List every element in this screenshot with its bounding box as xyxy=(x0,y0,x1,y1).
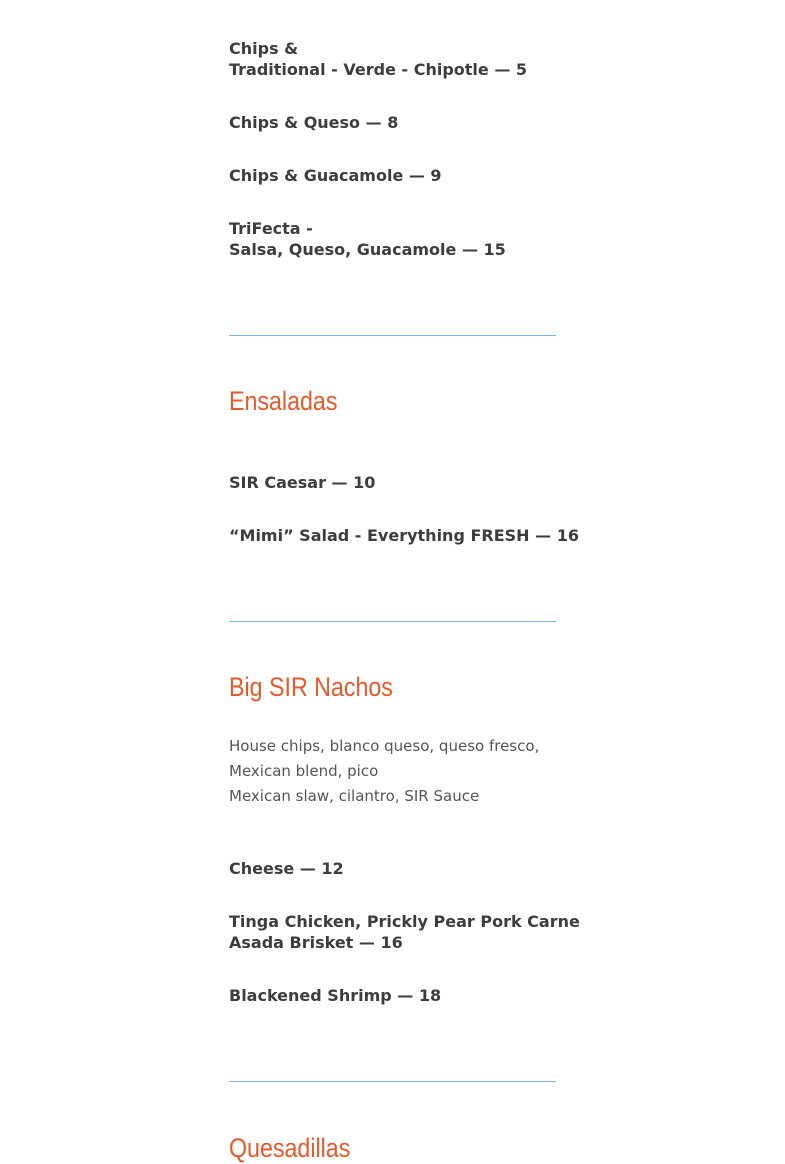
section-description xyxy=(229,734,559,809)
description-line: Mexican blend, pico xyxy=(229,762,379,780)
menu-item-shrimp-nachos xyxy=(229,985,569,1006)
menu-item-line: Asada Brisket — 16 xyxy=(229,933,403,952)
menu-item-line: Chips & Guacamole — 9 xyxy=(229,166,442,185)
menu-item-line: Tinga Chicken, Prickly Pear Pork Carne xyxy=(229,912,580,931)
menu-item-line: Salsa, Queso, Guacamole — 15 xyxy=(229,240,506,259)
menu-item-sir-caesar xyxy=(229,472,569,493)
menu-item-chips-salsa xyxy=(229,38,569,80)
menu-item-trifecta xyxy=(229,218,569,260)
section-divider xyxy=(229,335,556,336)
description-line: Mexican slaw, cilantro, SIR Sauce xyxy=(229,787,480,805)
section-divider xyxy=(229,1081,556,1082)
section-title-next: Quesadillas xyxy=(229,1133,351,1163)
menu-item-chips-queso xyxy=(229,112,569,133)
section-title-ensaladas: Ensaladas xyxy=(229,386,338,416)
description-line: House chips, blanco queso, queso fresco, xyxy=(229,737,540,755)
menu-item-mimi-salad xyxy=(229,525,579,546)
menu-item-line: Traditional - Verde - Chipotle — 5 xyxy=(229,60,528,79)
menu-item-cheese-nachos xyxy=(229,858,569,879)
menu-item-line: Chips & Queso — 8 xyxy=(229,113,399,132)
section-title-nachos: Big SIR Nachos xyxy=(229,672,393,702)
menu-item-meat-nachos xyxy=(229,911,580,953)
menu-item-line: “Mimi” Salad - Everything FRESH — 16 xyxy=(229,526,579,545)
section-divider xyxy=(229,621,556,622)
menu-item-line: Blackened Shrimp — 18 xyxy=(229,986,442,1005)
menu-item-line: Cheese — 12 xyxy=(229,859,344,878)
menu-item-line: Chips & xyxy=(229,39,299,58)
menu-item-line: SIR Caesar — 10 xyxy=(229,473,376,492)
menu-item-chips-guacamole xyxy=(229,165,569,186)
menu-item-line: TriFecta - xyxy=(229,219,313,238)
